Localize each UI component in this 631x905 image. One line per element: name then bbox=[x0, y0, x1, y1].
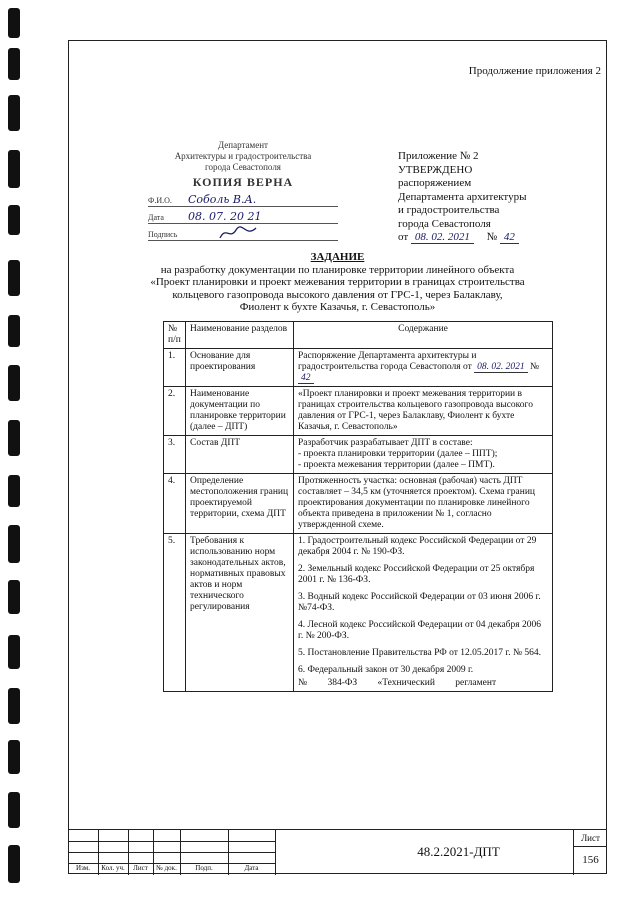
approval-number: 42 bbox=[500, 231, 519, 244]
tb-label-ndoc: № док. bbox=[156, 864, 177, 872]
task-line-4: Фиолент к бухте Казачья, г. Севастополь» bbox=[239, 301, 436, 313]
row-name: Состав ДПТ bbox=[186, 436, 294, 474]
stamp-date-value: 08. 07. 20 21 bbox=[188, 210, 262, 223]
stamp-fio-line bbox=[148, 192, 338, 207]
task-title: ЗАДАНИЕ bbox=[310, 251, 365, 263]
tb-label-list: Лист bbox=[133, 864, 148, 872]
title-block-grid bbox=[68, 830, 275, 875]
stamp-fio-value: Соболь В.А. bbox=[188, 193, 257, 206]
approval-line-6: города Севастополя bbox=[398, 217, 491, 230]
row-content: Протяженность участка: основная (рабочая) часть ДПТ составляет – 34,5 км (уточняется проектом). Схема границ проектирования документации по планировке линейного объекта приведена в приложении № 1, согласно утвержденной схеме. bbox=[294, 474, 553, 534]
row-num: 2. bbox=[164, 387, 186, 436]
row-num: 1. bbox=[164, 349, 186, 387]
row-name: Наименование документации по планировке территории (далее – ДПТ) bbox=[186, 387, 294, 436]
approval-date: 08. 02. 2021 bbox=[411, 231, 474, 244]
approval-from-label: от bbox=[398, 231, 409, 243]
law-item: № 384-ФЗ «Технический регламент bbox=[298, 678, 497, 688]
law-item: 2. Земельный кодекс Российской Федерации от 25 октября 2001 г. № 136-ФЗ. bbox=[298, 564, 535, 585]
approval-line-2: УТВЕРЖДЕНО bbox=[398, 163, 473, 176]
stamp-department-1: Департамент bbox=[218, 140, 268, 150]
task-table bbox=[163, 321, 553, 692]
stamp-department-2: Архитектуры и градостроительства bbox=[174, 151, 312, 161]
table-row bbox=[164, 436, 553, 474]
row-content-line: - проекта планировки территории (далее – ППТ); bbox=[298, 449, 498, 459]
sheet-number: 156 bbox=[582, 854, 599, 866]
row-content bbox=[294, 349, 553, 387]
title-block bbox=[68, 829, 607, 875]
approval-line-5: и градостроительства bbox=[398, 204, 500, 216]
approval-line-3: распоряжением bbox=[398, 177, 472, 189]
sheet-cell bbox=[573, 830, 607, 875]
header-num: № п/п bbox=[164, 322, 186, 349]
law-item: 6. Федеральный закон от 30 декабря 2009 г. bbox=[298, 665, 474, 675]
stamp-date-label: Дата bbox=[148, 213, 164, 222]
tb-label-izm: Изм. bbox=[76, 864, 90, 872]
task-heading bbox=[68, 251, 607, 314]
table-row bbox=[164, 474, 553, 534]
approval-block bbox=[398, 150, 526, 245]
row-content-date: 08. 02. 2021 bbox=[474, 362, 528, 373]
tb-label-podp: Подп. bbox=[195, 864, 213, 872]
table-row bbox=[164, 534, 553, 692]
row-num: 3. bbox=[164, 436, 186, 474]
sheet-label: Лист bbox=[574, 830, 607, 847]
row-name: Основание для проектирования bbox=[186, 349, 294, 387]
document-number: 48.2.2021-ДПТ bbox=[417, 844, 500, 859]
approval-line-1: Приложение № 2 bbox=[398, 150, 479, 162]
row-content-line: Разработчик разрабатывает ДПТ в составе: bbox=[298, 438, 473, 448]
row-content-text: Распоряжение Департамента архитектуры и градостроительства города Севастополя от bbox=[298, 351, 477, 372]
stamp-sign-line bbox=[148, 226, 338, 241]
copy-stamp bbox=[148, 140, 338, 241]
header-name: Наименование разделов bbox=[186, 322, 294, 349]
law-item: 5. Постановление Правительства РФ от 12.05.2017 г. № 564. bbox=[298, 648, 542, 658]
approval-num-label: № bbox=[486, 231, 498, 243]
row-name: Требования к использованию норм законодательных актов, нормативных правовых актов и норм технического регулирования bbox=[186, 534, 294, 692]
approval-line-4: Департамента архитектуры bbox=[398, 190, 527, 203]
row-content bbox=[294, 436, 553, 474]
row-content: «Проект планировки и проект межевания территории в границах строительства кольцевого газопровода высокого давления от ГРС-1, через Балаклаву, Фиолент к бухте Казачья, г. Севастополь» bbox=[294, 387, 553, 436]
header-content: Содержание bbox=[294, 322, 553, 349]
table-header-row bbox=[164, 322, 553, 349]
stamp-date-line bbox=[148, 209, 338, 224]
signature-icon bbox=[218, 226, 258, 240]
table-row bbox=[164, 387, 553, 436]
row-num: 4. bbox=[164, 474, 186, 534]
table-row bbox=[164, 349, 553, 387]
stamp-sign-label: Подпись bbox=[148, 230, 178, 239]
row-content-number: 42 bbox=[298, 373, 314, 384]
task-line-3: кольцевого газопровода высокого давления от ГРС-1, через Балаклаву, bbox=[172, 288, 503, 301]
row-content bbox=[294, 534, 553, 692]
continuation-label: Продолжение приложения 2 bbox=[468, 65, 601, 77]
task-line-2: «Проект планировки и проект межевания территории в границах строительства bbox=[150, 276, 525, 288]
task-line-1: на разработку документации по планировке территории линейного объекта bbox=[160, 263, 515, 276]
stamp-department-3: города Севастополя bbox=[205, 162, 281, 172]
stamp-copy-label: КОПИЯ ВЕРНА bbox=[192, 175, 294, 189]
row-content-num-label: № bbox=[530, 362, 540, 372]
tb-label-data: Дата bbox=[244, 864, 259, 872]
law-item: 1. Градостроительный кодекс Российской Федерации от 29 декабря 2004 г. № 190-ФЗ. bbox=[298, 536, 537, 557]
tb-label-kolvo: Кол. уч. bbox=[101, 864, 125, 872]
row-content-line: - проекта межевания территории (далее – ПМТ). bbox=[298, 460, 495, 470]
row-num: 5. bbox=[164, 534, 186, 692]
row-name: Определение местоположения границ проектируемой территории, схема ДПТ bbox=[186, 474, 294, 534]
stamp-fio-label: Ф.И.О. bbox=[148, 196, 172, 205]
law-item: 4. Лесной кодекс Российской Федерации от 04 декабря 2006 г. № 200-ФЗ. bbox=[298, 620, 541, 641]
approval-date-line bbox=[398, 231, 526, 245]
law-item: 3. Водный кодекс Российской Федерации от 03 июня 2006 г. №74-ФЗ. bbox=[298, 592, 541, 613]
